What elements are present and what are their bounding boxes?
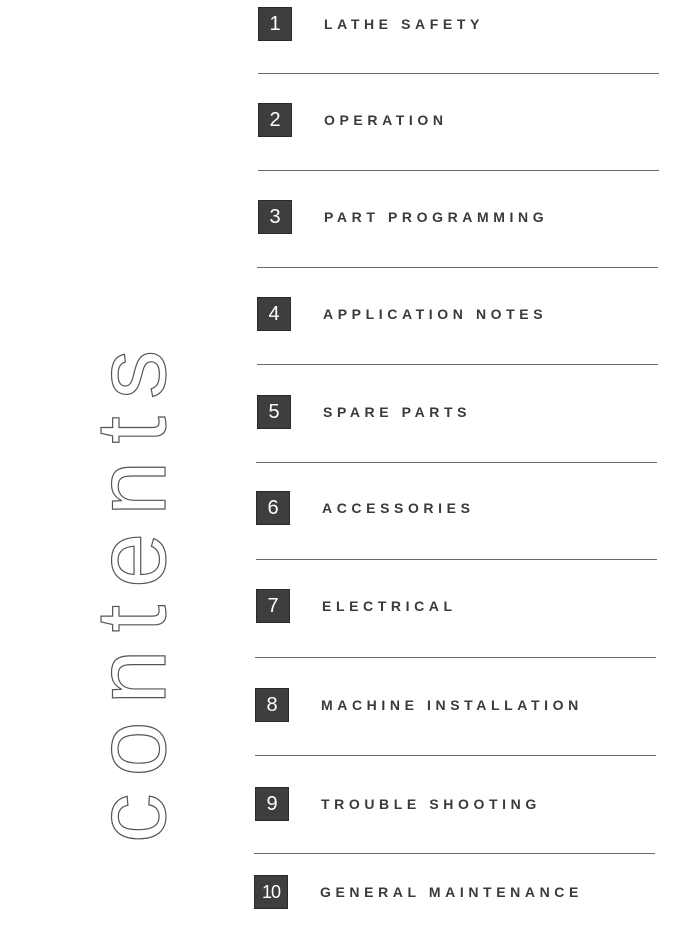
chapter-title: ELECTRICAL [322, 598, 457, 614]
chapter-number-badge: 2 [258, 103, 292, 137]
toc-item-5[interactable] [257, 395, 471, 429]
chapter-number-badge: 8 [255, 688, 289, 722]
divider-line [255, 657, 656, 658]
toc-item-9[interactable] [255, 787, 541, 821]
toc-item-2[interactable] [258, 103, 448, 137]
chapter-number-badge: 1 [258, 7, 292, 41]
toc-item-3[interactable] [258, 200, 548, 234]
toc-item-10[interactable] [254, 875, 583, 909]
divider-line [258, 73, 659, 74]
toc-item-6[interactable] [256, 491, 475, 525]
divider-line [256, 462, 657, 463]
divider-line [258, 170, 659, 171]
divider-line [256, 559, 657, 560]
toc-item-4[interactable] [257, 297, 547, 331]
chapter-number-badge: 9 [255, 787, 289, 821]
chapter-title: APPLICATION NOTES [323, 306, 548, 322]
chapter-title: MACHINE INSTALLATION [321, 697, 583, 713]
chapter-title: GENERAL MAINTENANCE [320, 884, 583, 900]
chapter-number-badge: 6 [256, 491, 290, 525]
toc-item-8[interactable] [255, 688, 583, 722]
chapter-title: LATHE SAFETY [324, 16, 484, 32]
chapter-number-badge: 5 [257, 395, 291, 429]
chapter-title: ACCESSORIES [322, 500, 475, 516]
chapter-number-badge: 10 [254, 875, 288, 909]
chapter-number-badge: 3 [258, 200, 292, 234]
toc-item-7[interactable] [256, 589, 457, 623]
chapter-title: TROUBLE SHOOTING [321, 796, 541, 812]
divider-line [257, 364, 658, 365]
chapter-number-badge: 4 [257, 297, 291, 331]
chapter-title: SPARE PARTS [323, 404, 472, 420]
chapter-title: PART PROGRAMMING [324, 209, 549, 225]
side-title-text: contents [75, 332, 186, 843]
chapter-number-badge: 7 [256, 589, 290, 623]
divider-line [254, 853, 655, 854]
divider-line [257, 267, 658, 268]
toc-item-1[interactable] [258, 7, 484, 41]
chapter-title: OPERATION [324, 112, 448, 128]
divider-line [255, 755, 656, 756]
